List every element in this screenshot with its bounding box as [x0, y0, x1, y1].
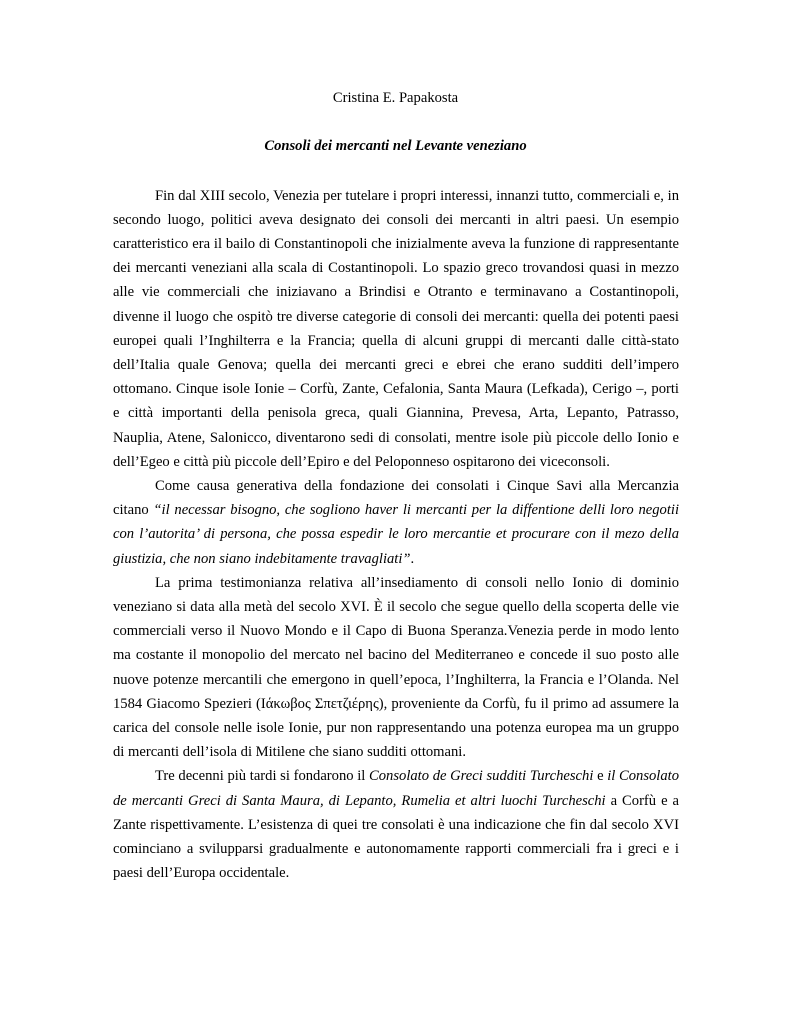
- paragraph-4-italic-2: il Consolato de mercanti Greci di Santa Maura, di Lepanto, Rumelia et altri luochi Turcheschi: [113, 768, 680, 809]
- paragraph-4-italic-1: Consolato de Greci sudditi Turcheschi: [369, 768, 594, 785]
- document-title: Consoli dei mercanti nel Levante veneziano: [264, 138, 527, 154]
- author-name: Cristina E. Papakosta: [332, 90, 459, 106]
- paragraph-2-quote: “il necessar bisogno, che sogliono haver li mercanti per la diffentione delli loro negotii con l’autorita’ di persona, che possa espedir le loro mercantie et procurare con il mezo della giustizia, che non siano indebitamente travagliati”: [113, 502, 680, 567]
- paragraph-4: [113, 764, 679, 885]
- paragraph-4-mid: e: [593, 768, 608, 785]
- paragraph-2-lead: Come causa generativa della fondazione dei consolati i Cinque Savi alla Mercanzia citano: [113, 477, 679, 519]
- paragraph-1: [113, 184, 679, 474]
- paragraph-4-lead: Tre decenni più tardi si fondarono il: [155, 768, 370, 785]
- body-text: [113, 184, 679, 886]
- paragraph-3: [113, 571, 679, 765]
- paragraph-1-text: Fin dal XIII secolo, Venezia per tutelare i propri interessi, innanzi tutto, commerciali e, in secondo luogo, politici aveva designato dei consoli dei mercanti in altri paesi. Un esempio caratteristico era il bailo di Constantinopoli che inizialmente aveva la funzione di rappresentante dei mercanti veneziani alla scala di Costantinopoli. Lo spazio greco trovandosi quasi in mezzo alle vie commerciali che iniziavano a Brindisi e Otranto e terminavano a Costantinopoli, divenne il luogo che ospitò tre diverse categorie di consoli dei mercanti: quella dei potenti paesi europei quali l’Inghilterra e la Francia; quella di alcuni gruppi di mercanti dalle città-stato dell’Italia quale Genova; quella dei mercanti greci e ebrei che erano sudditi dell’impero ottomano. Cinque isole Ionie – Corfù, Zante, Cefalonia, Santa Maura (Lefkada), Cerigo –, porti e città importanti della penisola greca, quali Giannina, Prevesa, Arta, Lepanto, Patrasso, Nauplia, Atene, Salonicco, diventarono sedi di consolati, mentre isole più piccole dello Ionio e dell’Egeo e città più piccole dell’Epiro e del Peloponneso ospitarono dei viceconsoli.: [113, 187, 679, 470]
- paragraph-2-end: .: [410, 550, 415, 567]
- paragraph-2: [113, 474, 679, 571]
- paragraph-3-text: La prima testimonianza relativa all’insediamento di consoli nello Ionio di dominio veneziano si data alla metà del secolo XVI. È il secolo che segue quello della scoperta delle vie commerciali verso il Nuovo Mondo e il Capo di Buona Speranza.Venezia perde in modo lento ma costante il monopolio del mercato nel bacino del Mediterraneo e concede il suo posto alle nuove potenze mercantili che emergono in quell’epoca, l’Inghilterra, la Francia e l’Olanda. Nel 1584 Giacomo Spezieri (Ιάκωβος Σπετζιέρης), proveniente da Corfù, fu il primo ad assumere la carica del console nelle isole Ionie, pur non rappresentando una potenza europea ma un gruppo di mercanti dell’isola di Mitilene che siano sudditi ottomani.: [113, 574, 679, 761]
- paragraph-4-end: a Corfù e a Zante rispettivamente. L’esistenza di quei tre consolati è una indicazione che fin dal secolo XVI cominciano a svilupparsi gradualmente e autonomamente rapporti commerciali fra i greci e i paesi dell’Europa occidentale.: [113, 792, 679, 882]
